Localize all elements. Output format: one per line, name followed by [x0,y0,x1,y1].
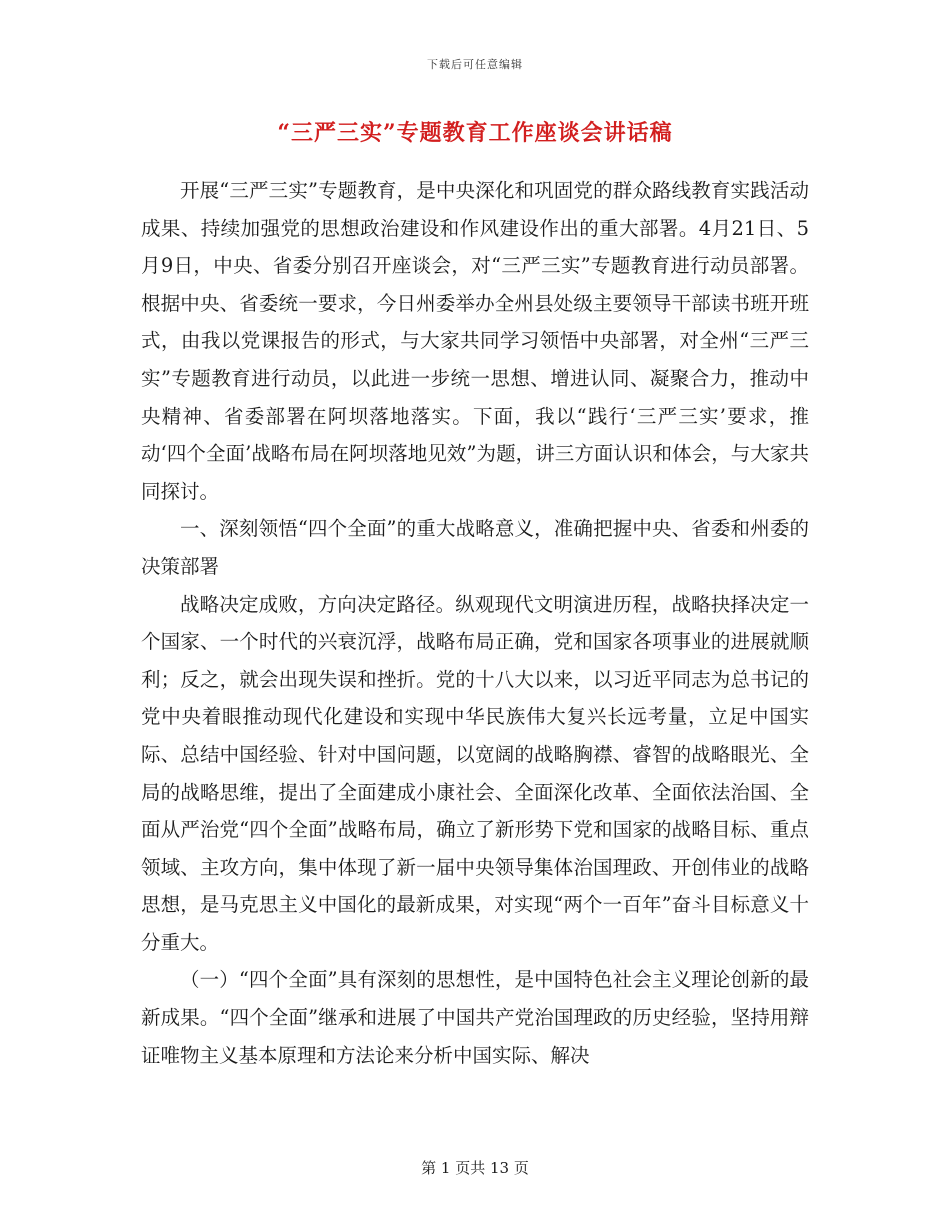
section-heading-1: 一、深刻领悟“四个全面”的重大战略意义，准确把握中央、省委和州委的决策部署 [141,517,809,578]
document-title: “三严三实”专题教育工作座谈会讲话稿 [277,120,673,146]
paragraph-intro: 开展“三严三实”专题教育，是中央深化和巩固党的群众路线教育实践活动成果、持续加强党的思想政治建设和作风建设作出的重大部署。4月21日、5月9日，中央、省委分别召开座谈会，对“三严三实”专题教育进行动员部署。根据中央、省委统一要求，今日州委举办全州县处级主要领导干部读书班开班式，由我以党课报告的形式，与大家共同学习领悟中央部署，对全州“三严三实”专题教育进行动员，以此进一步统一思想、增进认同、凝聚合力，推动中央精神、省委部署在阿坝落地落实。下面，我以“践行‘三严三实’要求，推动‘四个全面’战略布局在阿坝落地见效”为题，讲三方面认识和体会，与大家共同探讨。 [141,179,809,503]
page-header-note: 下载后可任意编辑 [427,58,523,71]
paragraph-strategy: 战略决定成败，方向决定路径。纵观现代文明演进历程，战略抉择决定一个国家、一个时代的兴衰沉浮，战略布局正确，党和国家各项事业的进展就顺利；反之，就会出现失误和挫折。党的十八大以来，以习近平同志为总书记的党中央着眼推动现代化建设和实现中华民族伟大复兴长远考量，立足中国实际、总结中国经验、针对中国问题，以宽阔的战略胸襟、睿智的战略眼光、全局的战略思维，提出了全面建成小康社会、全面深化改革、全面依法治国、全面从严治党“四个全面”战略布局，确立了新形势下党和国家的战略目标、重点领域、主攻方向，集中体现了新一届中央领导集体治国理政、开创伟业的战略思想，是马克思主义中国化的最新成果，对实现“两个一百年”奋斗目标意义十分重大。 [141,592,809,954]
page-number-footer: 第 1 页共 13 页 [421,1159,529,1177]
document-body [141,172,809,1074]
paragraph-subsection-1: （一）“四个全面”具有深刻的思想性，是中国特色社会主义理论创新的最新成果。“四个全面”继承和进展了中国共产党治国理政的历史经验，坚持用辩证唯物主义基本原理和方法论来分析中国实际、解决 [141,968,809,1067]
